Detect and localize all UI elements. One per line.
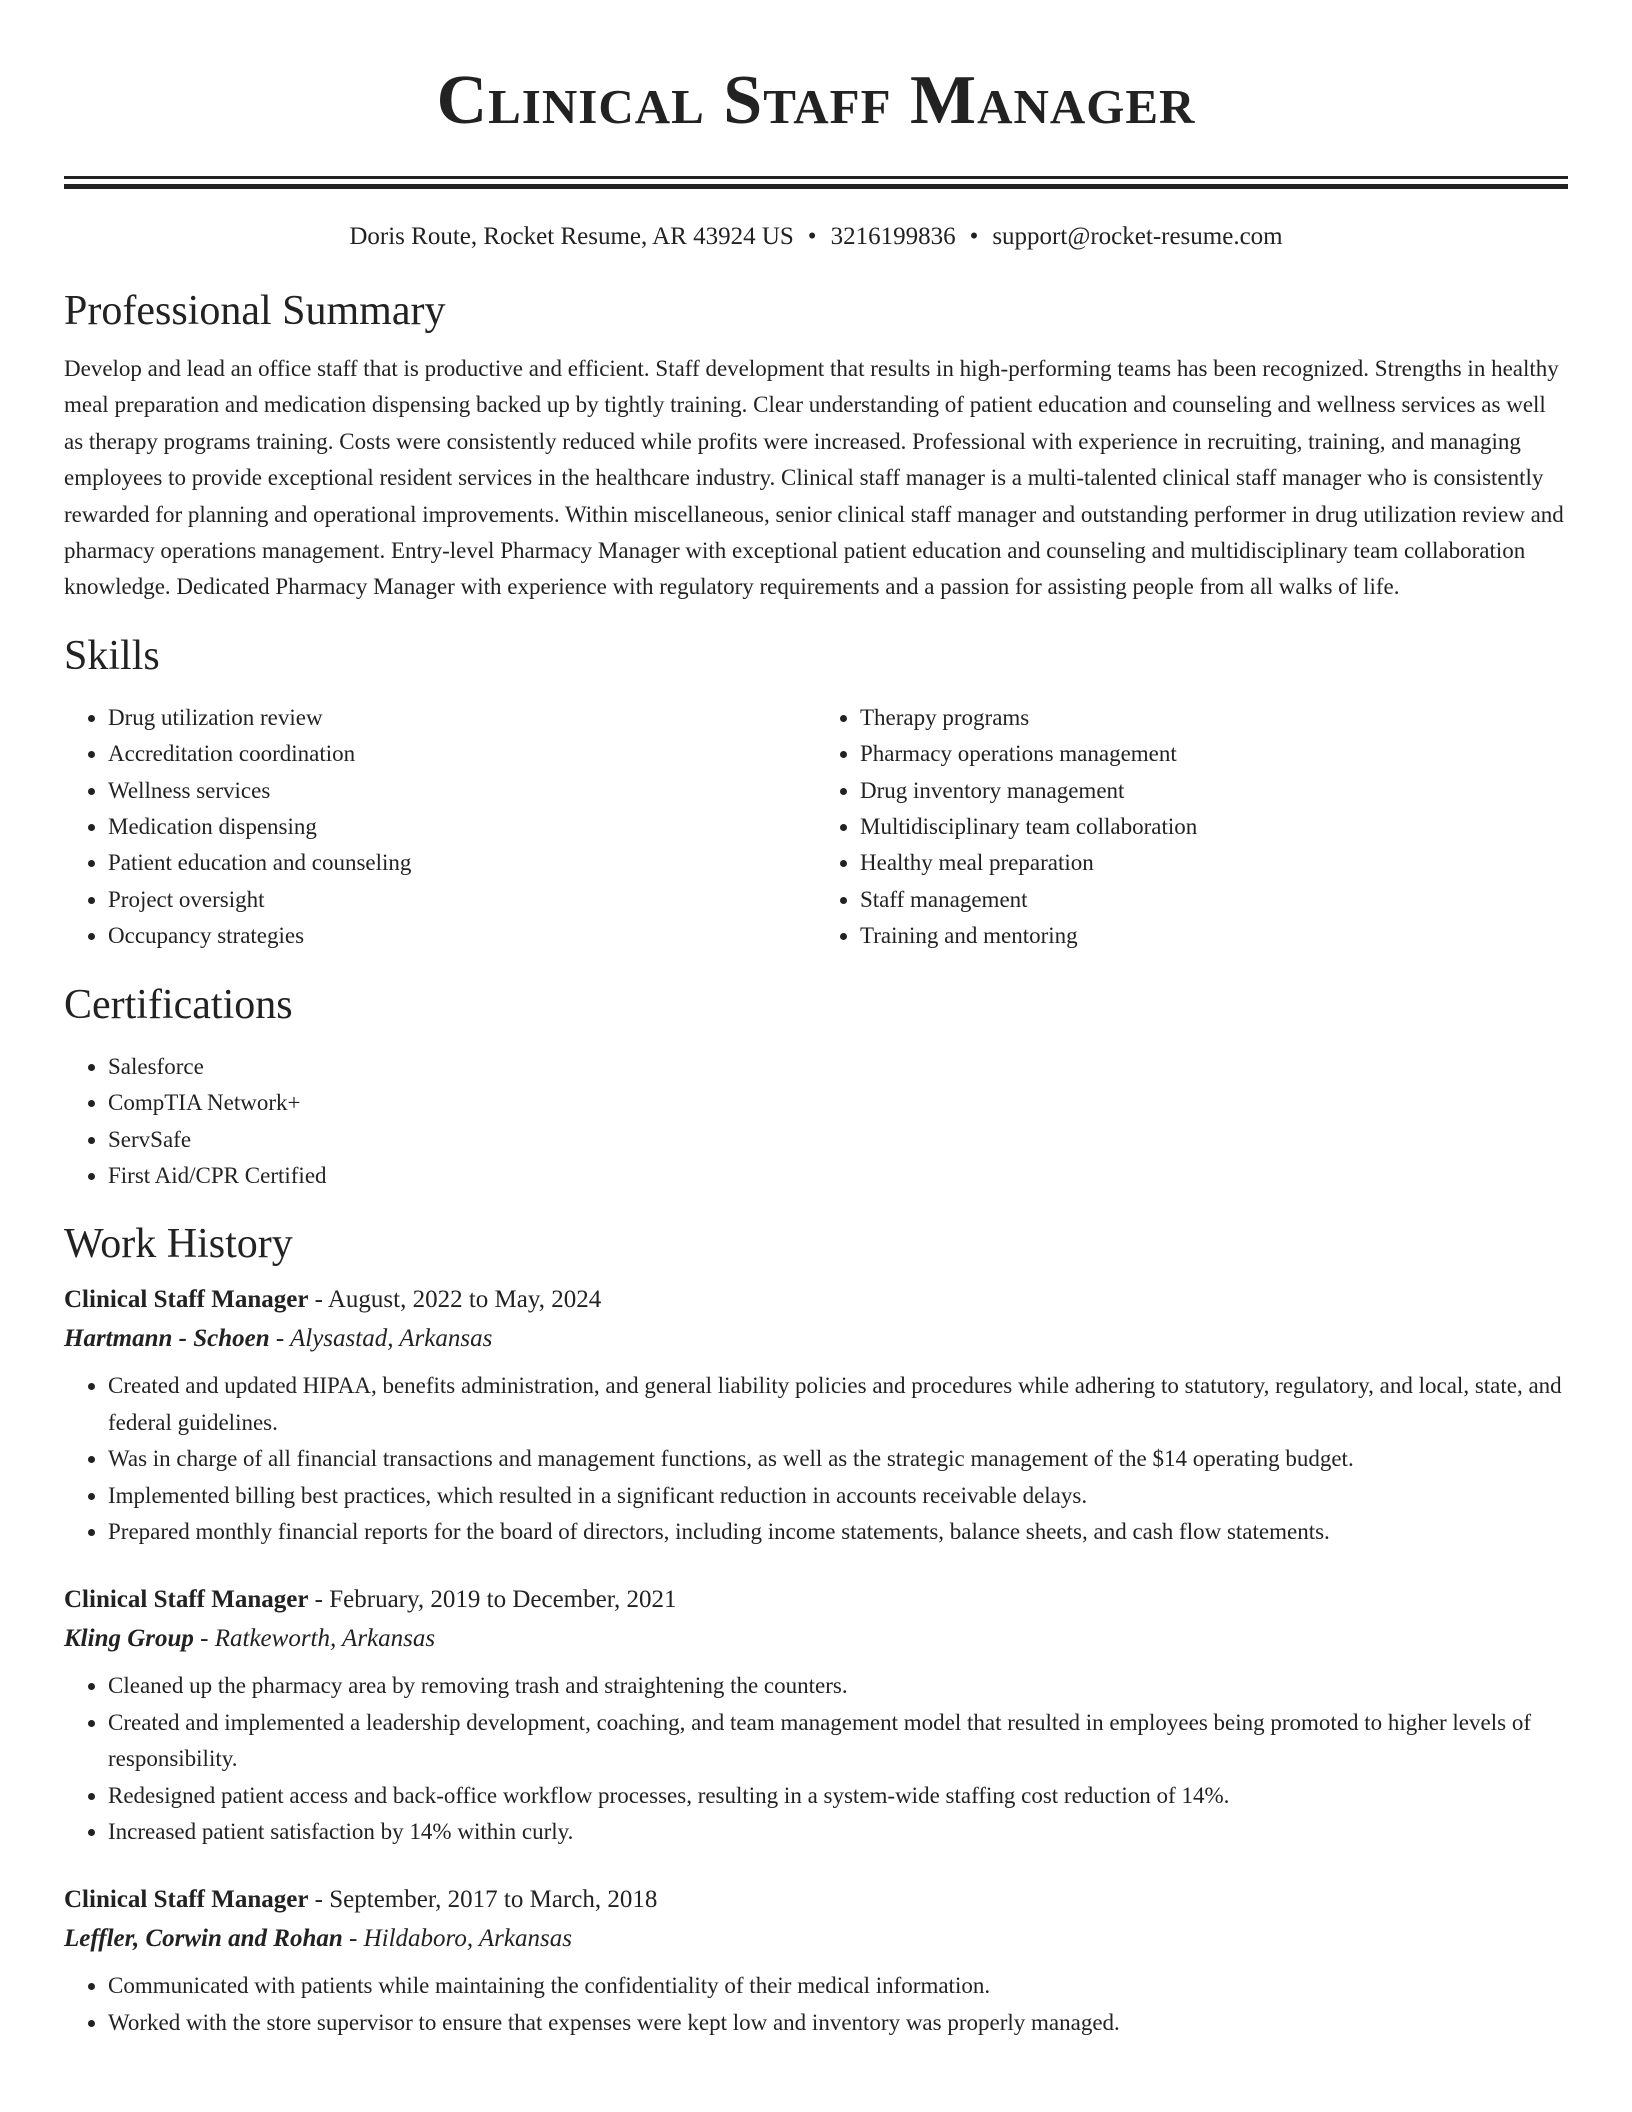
work-history-section	[64, 1216, 1568, 2041]
skills-section	[64, 628, 1568, 955]
contact-separator: •	[807, 223, 817, 250]
job-company-line	[64, 1319, 1568, 1358]
summary-section	[64, 283, 1568, 606]
resume-name: Clinical Staff Manager	[436, 62, 1196, 139]
skill-item: • Accreditation coordination	[108, 736, 816, 772]
job-location: - Hildaboro, Arkansas	[342, 1925, 572, 1953]
job-bullet: • Prepared monthly financial reports for the board of directors, including income statements, balance sheets, and cash flow statements.	[108, 1514, 1568, 1550]
skill-item: • Medication dispensing	[108, 809, 816, 845]
job-bullet: • Worked with the store supervisor to ensure that expenses were kept low and inventory was properly managed.	[108, 2005, 1568, 2041]
contact-separator: •	[969, 223, 979, 250]
summary-text: Develop and lead an office staff that is productive and efficient. Staff development that results in high-performing teams has been recognized. Strengths in healthy meal preparation and medication dispensing backed up by tightly training. Clear understanding of patient education and counseling and wellness services as well as therapy programs training. Costs were consistently reduced while profits were increased. Professional with experience in recruiting, training, and managing employees to provide exceptional resident services in the healthcare industry. Clinical staff manager is a multi-talented clinical staff manager who is consistently rewarded for planning and operational improvements. Within miscellaneous, senior clinical staff manager and outstanding performer in drug utilization review and pharmacy operations management. Entry-level Pharmacy Manager with exceptional patient education and counseling and multidisciplinary team collaboration knowledge. Dedicated Pharmacy Manager with experience with regulatory requirements and a passion for assisting people from all walks of life.	[64, 356, 1564, 600]
job-bullets	[64, 1668, 1568, 1850]
skill-item: • Patient education and counseling	[108, 845, 816, 881]
job-bullets	[64, 1368, 1568, 1550]
job-dates: - September, 2017 to March, 2018	[308, 1886, 658, 1914]
job-company: Kling Group	[64, 1625, 194, 1653]
job-title: Clinical Staff Manager	[64, 1286, 309, 1314]
skills-list-right	[816, 700, 1568, 955]
job-bullet: • Increased patient satisfaction by 14% within curly.	[108, 1814, 1568, 1850]
skills-columns	[64, 700, 1568, 955]
work-history-heading: Work History	[64, 1221, 293, 1268]
contact-address: Doris Route, Rocket Resume, AR 43924 US	[349, 223, 794, 250]
job-dates: - August, 2022 to May, 2024	[308, 1286, 602, 1314]
certification-item: • ServSafe	[108, 1122, 1568, 1158]
resume-page	[64, 0, 1568, 2041]
skill-item: • Drug utilization review	[108, 700, 816, 736]
skill-item: • Multidisciplinary team collaboration	[860, 809, 1568, 845]
job-title-line	[64, 1280, 1568, 1319]
skills-heading: Skills	[64, 632, 160, 679]
job-title-line	[64, 1880, 1568, 1919]
certifications-section	[64, 977, 1568, 1195]
certifications-heading: Certifications	[64, 981, 293, 1028]
job-bullets	[64, 1968, 1568, 2041]
contact-phone: 3216199836	[830, 223, 956, 250]
certifications-list	[64, 1049, 1568, 1195]
job-bullet: • Created and updated HIPAA, benefits administration, and general liability policies and procedures while adhering to statutory, regulatory, and local, state, and federal guidelines.	[108, 1368, 1568, 1441]
job-entry	[64, 1880, 1568, 2041]
contact-line	[64, 219, 1568, 255]
job-bullet: • Implemented billing best practices, which resulted in a significant reduction in accounts receivable delays.	[108, 1478, 1568, 1514]
job-entry	[64, 1280, 1568, 1550]
summary-heading: Professional Summary	[64, 288, 446, 334]
skill-item: • Wellness services	[108, 773, 816, 809]
job-title: Clinical Staff Manager	[64, 1586, 309, 1614]
job-bullet: • Redesigned patient access and back-office workflow processes, resulting in a system-wide staffing cost reduction of 14%.	[108, 1778, 1568, 1814]
skill-item: • Therapy programs	[860, 700, 1568, 736]
skill-item: • Training and mentoring	[860, 918, 1568, 954]
header-divider	[64, 176, 1568, 189]
skill-item: • Drug inventory management	[860, 773, 1568, 809]
job-bullet: • Was in charge of all financial transactions and management functions, as well as the strategic management of the $14 operating budget.	[108, 1441, 1568, 1477]
job-dates: - February, 2019 to December, 2021	[308, 1586, 677, 1614]
job-company: Hartmann - Schoen	[64, 1325, 270, 1353]
skill-item: • Project oversight	[108, 882, 816, 918]
skill-item: • Occupancy strategies	[108, 918, 816, 954]
certification-item: • First Aid/CPR Certified	[108, 1158, 1568, 1194]
job-company-line	[64, 1919, 1568, 1958]
job-company: Leffler, Corwin and Rohan	[64, 1925, 343, 1953]
job-entry	[64, 1580, 1568, 1850]
certification-item: • CompTIA Network+	[108, 1085, 1568, 1121]
job-bullet: • Cleaned up the pharmacy area by removing trash and straightening the counters.	[108, 1668, 1568, 1704]
contact-email: support@rocket-resume.com	[992, 223, 1283, 250]
job-bullet: • Communicated with patients while maintaining the confidentiality of their medical information.	[108, 1968, 1568, 2004]
skill-item: • Staff management	[860, 882, 1568, 918]
job-location: - Alysastad, Arkansas	[269, 1325, 493, 1353]
job-location: - Ratkeworth, Arkansas	[193, 1625, 436, 1653]
job-company-line	[64, 1619, 1568, 1658]
job-title-line	[64, 1580, 1568, 1619]
job-bullet: • Created and implemented a leadership development, coaching, and team management model that resulted in employees being promoted to higher levels of responsibility.	[108, 1705, 1568, 1778]
skills-list-left	[64, 700, 816, 955]
skill-item: • Healthy meal preparation	[860, 845, 1568, 881]
job-title: Clinical Staff Manager	[64, 1886, 309, 1914]
certification-item: • Salesforce	[108, 1049, 1568, 1085]
skill-item: • Pharmacy operations management	[860, 736, 1568, 772]
